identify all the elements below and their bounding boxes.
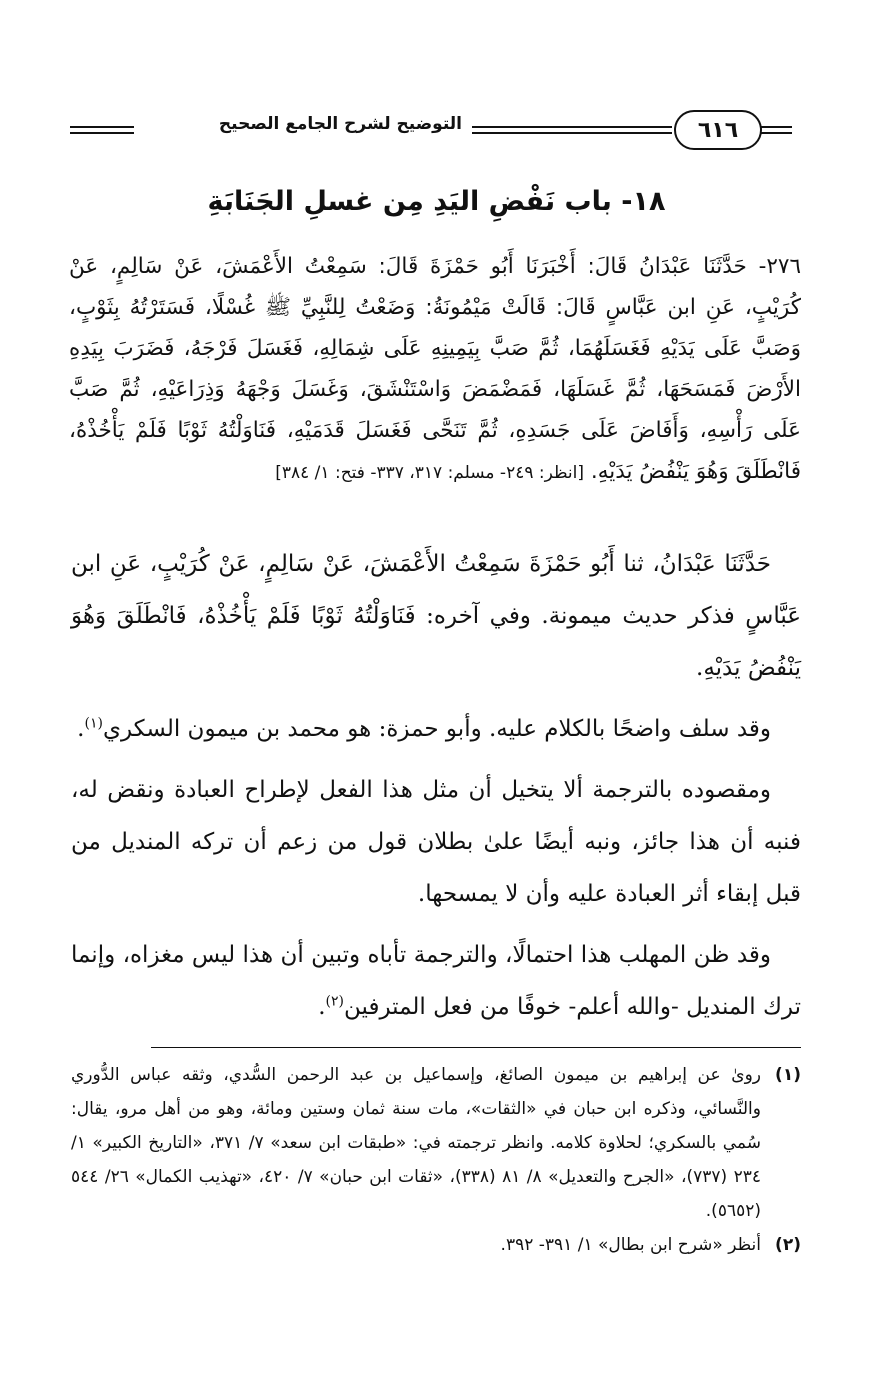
footnote (71, 1228, 801, 1262)
footnote-number: (١) (775, 1065, 801, 1085)
hadith-text (69, 246, 801, 494)
footnote-separator (151, 1047, 801, 1048)
running-title: التوضيح لشرح الجامع الصحيح (218, 114, 462, 134)
header-rule (70, 132, 134, 134)
running-header (70, 108, 792, 152)
footnote-marker[interactable]: (١) (84, 715, 103, 732)
hadith-reference: [انظر: ٢٤٩- مسلم: ٣١٧، ٣٣٧- فتح: ١/ ٣٨٤] (275, 463, 585, 483)
footnote-marker[interactable]: (٢) (325, 993, 344, 1010)
header-rule (472, 126, 672, 128)
page-number: ٦١٦ (674, 110, 762, 150)
header-rule (472, 132, 672, 134)
header-rule (758, 132, 792, 134)
commentary-paragraph: وقد ظن المهلب هذا احتمالًا، والترجمة تأباه وتبين أن هذا ليس مغزاه، وإنما ترك المنديل -والله أعلم- خوفًا من فعل المترفين$^{(٢)}$. (71, 942, 801, 1020)
footnote-text: أنظر «شرح ابن بطال» ١/ ٣٩١- ٣٩٢. (500, 1235, 761, 1255)
hadith-body: ٢٧٦- حَدَّثَنَا عَبْدَانُ قَالَ: أَخْبَرَنَا أَبُو حَمْزَةَ قَالَ: سَمِعْتُ الأَعْمَشَ، عَنْ سَالِمٍ، عَنْ كُرَيْبٍ، عَنِ ابن عَبَّاسٍ قَالَ: قَالَتْ مَيْمُونَةُ: وَضَعْتُ لِلنَّبِيِّ ﷺ غُسْلًا، فَسَتَرْتُهُ بِثَوْبٍ، وَصَبَّ عَلَى يَدَيْهِ فَغَسَلَهُمَا، ثُمَّ صَبَّ بِيَمِينِهِ عَلَى شِمَالِهِ، فَغَسَلَ فَرْجَهُ، فَضَرَبَ بِيَدِهِ الأَرْضَ فَمَسَحَهَا، ثُمَّ غَسَلَهَا، فَمَضْمَضَ وَاسْتَنْشَقَ، وَغَسَلَ وَجْهَهُ وَذِرَاعَيْهِ، ثُمَّ صَبَّ عَلَى رَأْسِهِ، وَأَفَاضَ عَلَى جَسَدِهِ، ثُمَّ تَنَحَّى فَغَسَلَ قَدَمَيْهِ، فَنَاوَلْتُهُ ثَوْبًا فَلَمْ يَأْخُذْهُ، فَانْطَلَقَ وَهُوَ يَنْفُضُ يَدَيْهِ. (69, 254, 801, 484)
footnotes (71, 1058, 801, 1262)
commentary (71, 538, 801, 1042)
commentary-paragraph: وقد سلف واضحًا بالكلام عليه. وأبو حمزة: هو محمد بن ميمون السكري$^{(١)}$. (77, 715, 771, 742)
header-rule (758, 126, 792, 128)
footnote-text: روىٰ عن إبراهيم بن ميمون الصائغ، وإسماعيل بن عبد الرحمن السُّدي، وثقه عباس الدُّوري والنَّسائي، وذكره ابن حبان في «الثقات»، مات سنة ثمان وستين ومائة، وهو من أهل مرو، يقال: سُمي بالسكري؛ لحلاوة كلامه. وانظر ترجمته في: «طبقات ابن سعد» ٧/ ٣٧١، «التاريخ الكبير» ١/ ٢٣٤ (٧٣٧)، «الجرح والتعديل» ٨/ ٨١ (٣٣٨)، «ثقات ابن حبان» ٧/ ٤٢٠، «تهذيب الكمال» ٢٦/ ٥٤٤ (٥٦٥٢). (71, 1065, 761, 1221)
chapter-heading: ١٨- باب نَفْضِ اليَدِ مِن غسلِ الجَنَابَةِ (207, 186, 666, 217)
commentary-paragraph (71, 538, 801, 694)
commentary-paragraph (71, 764, 801, 920)
footnote-number: (٢) (775, 1235, 801, 1255)
header-rule (70, 126, 134, 128)
paragraph-text: وقد سلف واضحًا بالكلام عليه. وأبو حمزة: هو محمد بن ميمون السكري (102, 716, 771, 742)
paragraph-text: ومقصوده بالترجمة ألا يتخيل أن مثل هذا الفعل لإطراح العبادة ونقض له، فنبه أن هذا جائز، ونبه أيضًا علىٰ بطلان قول من زعم أن تركه المنديل من قبل إبقاء أثر العبادة عليه وأن لا يمسحها. (71, 777, 801, 907)
footnote (71, 1058, 801, 1228)
paragraph-text: حَدَّثَنَا عَبْدَانُ، ثنا أَبُو حَمْزَةَ سَمِعْتُ الأَعْمَشَ، عَنْ سَالِمٍ، عَنْ كُرَيْبٍ، عَنِ ابن عَبَّاسٍ فذكر حديث ميمونة. وفي آخره: فَنَاوَلْتُهُ ثَوْبًا فَلَمْ يَأْخُذْهُ، فَانْطَلَقَ وَهُوَ يَنْفُضُ يَدَيْهِ. (71, 551, 801, 681)
paragraph-text: وقد ظن المهلب هذا احتمالًا، والترجمة تأباه وتبين أن هذا ليس مغزاه، وإنما ترك المنديل -والله أعلم- خوفًا من فعل المترفين (71, 942, 801, 1020)
